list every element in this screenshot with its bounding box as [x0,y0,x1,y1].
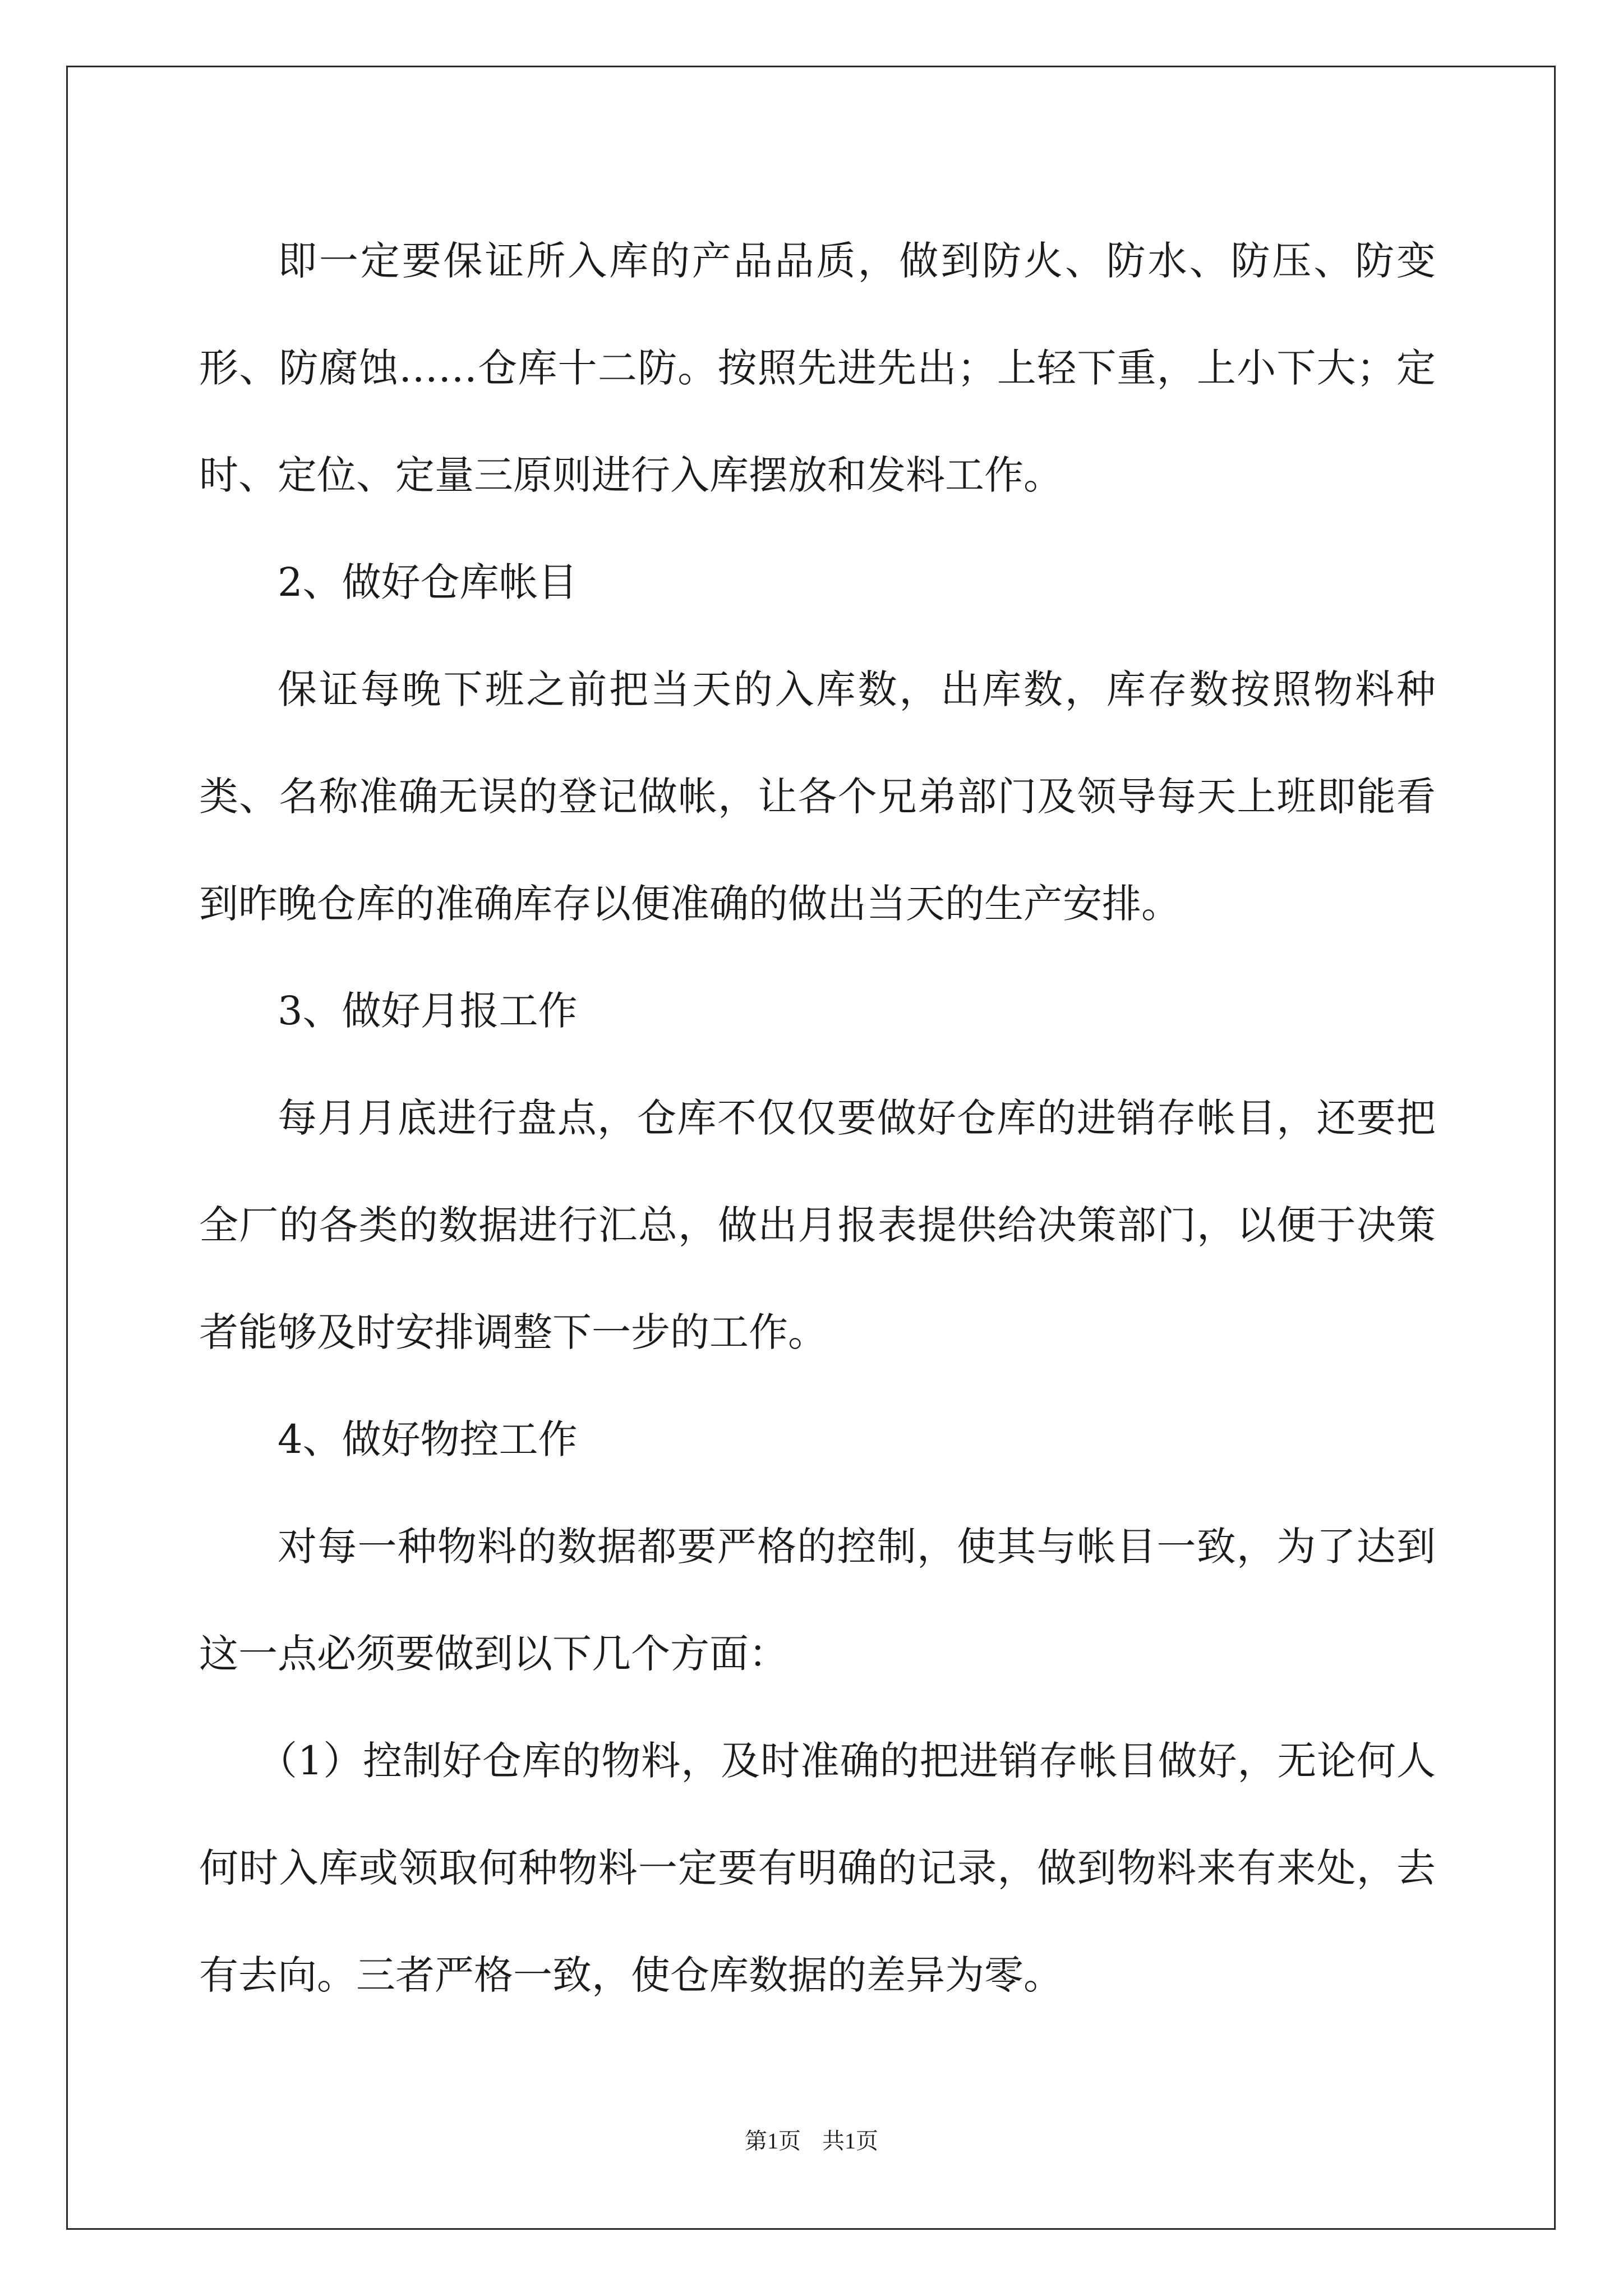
paragraph-material-data: 对每一种物料的数据都要严格的控制，使其与帐目一致，为了达到这一点必须要做到以下几个方面： [199,1524,1436,1677]
paragraph-daily-accounts: 保证每晚下班之前把当天的入库数，出库数，库存数按照物料种类、名称准确无误的登记做帐，让各个兄弟部门及领导每天上班即能看到昨晚仓库的准确库存以便准确的做出当天的生产安排。 [199,666,1436,927]
heading-material-control: 4、做好物控工作 [278,1416,578,1462]
paragraph-storage-principles: 即一定要保证所入库的产品品质，做到防火、防水、防压、防变形、防腐蚀……仓库十二防。按照先进先出；上轻下重，上小下大；定时、定位、定量三原则进行入库摆放和发料工作。 [199,238,1436,498]
document-body [199,208,1436,2029]
page-number-total: 共1页 [822,2128,878,2154]
paragraph-item-1: （1）控制好仓库的物料，及时准确的把进销存帐目做好，无论何人何时入库或领取何种物料一定要有明确的记录，做到物料来有来处，去有去向。三者严格一致，使仓库数据的差异为零。 [199,1738,1436,1998]
page-number-current: 第1页 [745,2128,801,2154]
heading-warehouse-accounts: 2、做好仓库帐目 [278,559,578,605]
heading-monthly-report: 3、做好月报工作 [278,988,578,1034]
paragraph-monthly-inventory: 每月月底进行盘点，仓库不仅仅要做好仓库的进销存帐目，还要把全厂的各类的数据进行汇总，做出月报表提供给决策部门，以便于决策者能够及时安排调整下一步的工作。 [199,1095,1436,1355]
page-footer [0,2123,1623,2155]
